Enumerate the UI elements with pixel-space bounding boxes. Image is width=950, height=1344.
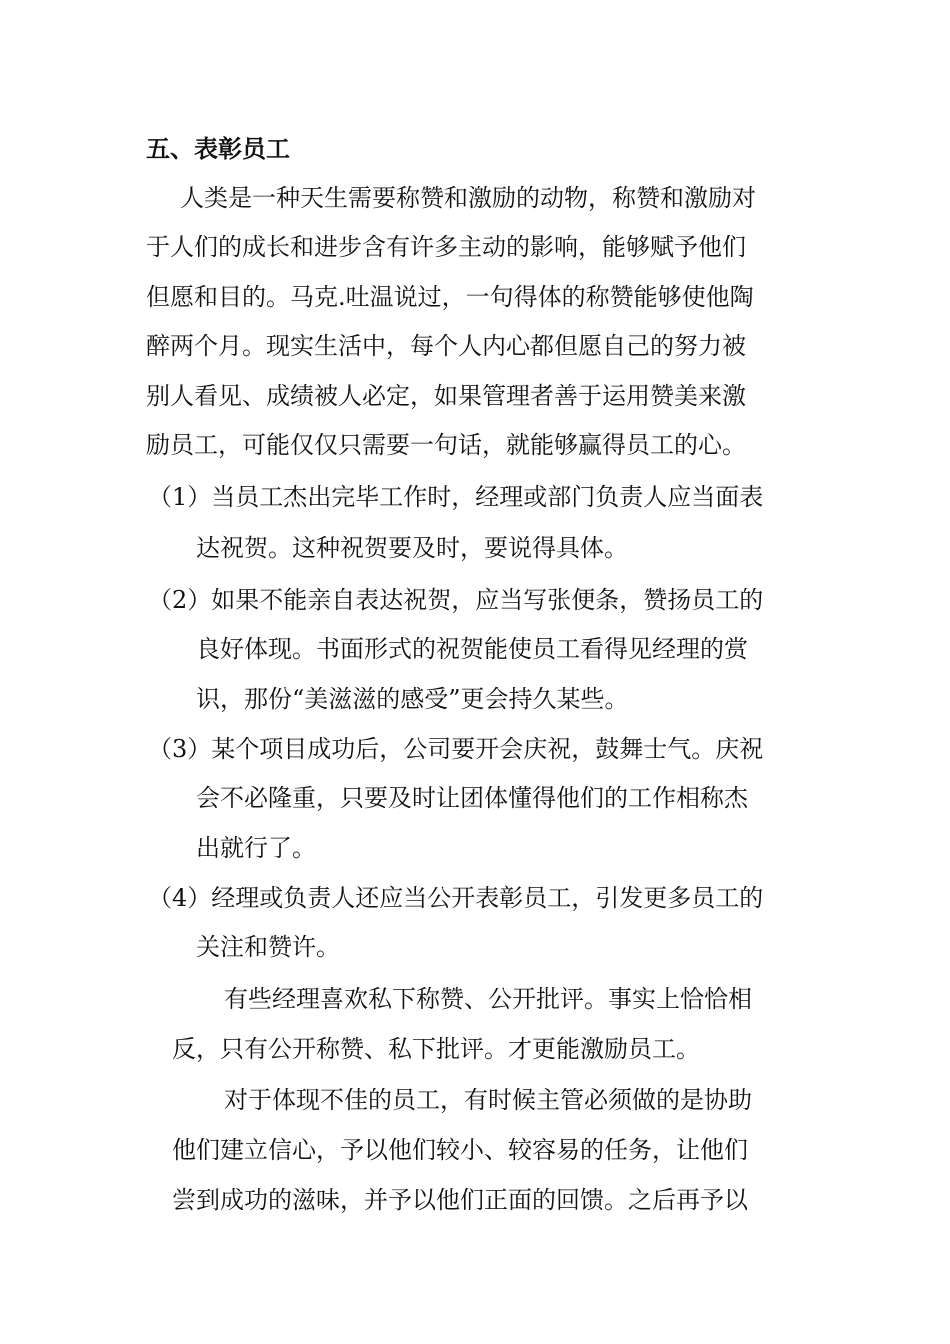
intro-line: 别人看见、成绩被人必定，如果管理者善于运用赞美来激 [146, 382, 746, 410]
intro-line: 励员工，可能仅仅只需要一句话，就能够赢得员工的心。 [146, 431, 746, 459]
list-item-line: 达祝贺。这种祝贺要及时，要说得具体。 [196, 534, 628, 562]
closing-line: 反，只有公开称赞、私下批评。才更能激励员工。 [172, 1035, 700, 1063]
list-item-line: 会不必隆重，只要及时让团体懂得他们的工作相称杰 [196, 784, 748, 812]
list-item-line: （1）当员工杰出完毕工作时，经理或部门负责人应当面表 [148, 483, 764, 511]
closing-line: 对于体现不佳的员工，有时候主管必须做的是协助 [224, 1086, 752, 1114]
list-item-line: 良好体现。书面形式的祝贺能使员工看得见经理的赏 [196, 635, 748, 663]
intro-line: 醉两个月。现实生活中，每个人内心都但愿自己的努力被 [146, 332, 746, 360]
list-item-line: 出就行了。 [196, 834, 316, 862]
list-item-line: （4）经理或负责人还应当公开表彰员工，引发更多员工的 [148, 884, 764, 912]
closing-line: 有些经理喜欢私下称赞、公开批评。事实上恰恰相 [224, 985, 752, 1013]
closing-line: 他们建立信心，予以他们较小、较容易的任务，让他们 [172, 1136, 748, 1164]
intro-line: 人类是一种天生需要称赞和激励的动物，称赞和激励对 [180, 184, 756, 212]
intro-line: 但愿和目的。马克.吐温说过，一句得体的称赞能够使他陶 [146, 283, 754, 311]
closing-line: 尝到成功的滋味，并予以他们正面的回馈。之后再予以 [172, 1186, 748, 1214]
section-heading: 五、表彰员工 [146, 134, 290, 163]
list-item-line: 识，那份“美滋滋的感受”更会持久某些。 [196, 685, 629, 713]
list-item-line: （3）某个项目成功后，公司要开会庆祝，鼓舞士气。庆祝 [148, 735, 764, 763]
intro-line: 于人们的成长和进步含有许多主动的影响，能够赋予他们 [146, 233, 746, 261]
list-item-line: 关注和赞许。 [196, 933, 340, 961]
list-item-line: （2）如果不能亲自表达祝贺，应当写张便条，赞扬员工的 [148, 586, 764, 614]
